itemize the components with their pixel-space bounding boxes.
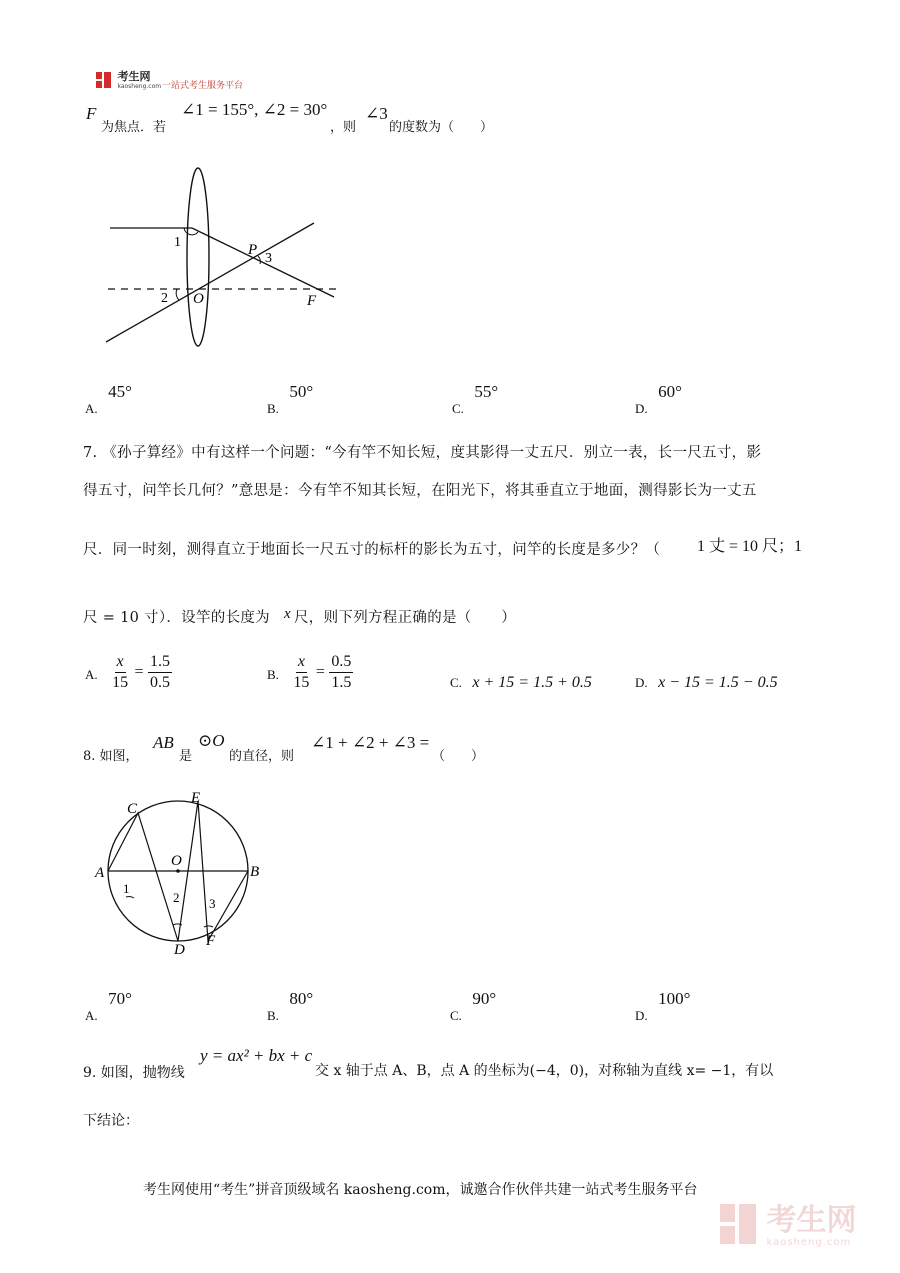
q7-option-d[interactable]	[635, 674, 778, 692]
q6-option-a[interactable]	[85, 382, 132, 416]
header-logo	[96, 72, 161, 92]
logo-subtext: kaosheng.com	[117, 83, 162, 90]
q8-text: 的直径，则	[229, 749, 295, 764]
q7-option-c[interactable]	[450, 674, 592, 692]
label-E: E	[191, 790, 201, 806]
option-value: 80°	[289, 989, 314, 1008]
q7-line1: 7. 《孙子算经》中有这样一个问题：“今有竿不知长短，度其影得一丈五尺．别立一表，长一尺五寸，影	[83, 445, 762, 461]
oblique-ray	[106, 223, 314, 342]
option-value: 55°	[474, 382, 499, 401]
option-letter: D.	[635, 1008, 648, 1023]
q6-text-c: 的度数为（ ）	[389, 120, 494, 135]
footer-text: 考生网使用“考生”拼音顶级域名 kaosheng.com，诚邀合作伙伴共建一站式考生服务平台	[143, 1182, 698, 1198]
q8-ab: AB	[153, 733, 174, 752]
q6-angle3: ∠3	[365, 104, 388, 123]
option-expr: x − 15 = 1.5 − 0.5	[658, 674, 778, 691]
q8-expr: ∠1 + ∠2 + ∠3 =	[311, 733, 430, 752]
label-1: 1	[174, 235, 181, 250]
q6-text-a: 为焦点．若	[101, 120, 167, 135]
option-letter: C.	[450, 675, 462, 690]
angle3-arc	[204, 926, 213, 927]
label-P: P	[248, 242, 258, 258]
q6-option-d[interactable]	[635, 382, 682, 416]
q7-option-b[interactable]: B. $\frac{x}{15}$ = $\frac{0.5}{1.5}$	[267, 653, 352, 691]
label-A: A	[95, 865, 105, 881]
footer-watermark	[720, 1204, 856, 1252]
q7-option-a[interactable]: A. $\frac{x}{15}$ = $\frac{1.5}{0.5}$	[85, 653, 171, 691]
q9-prefix: 9. 如图，抛物线	[83, 1065, 185, 1081]
label-2: 2	[173, 890, 180, 905]
q6-text-b: ，则	[330, 120, 357, 135]
label-2: 2	[161, 291, 168, 306]
q8-option-b[interactable]	[267, 989, 314, 1023]
option-value: 70°	[108, 989, 132, 1008]
q8-blank: （ ）	[432, 749, 485, 764]
angle1-arc	[126, 897, 134, 898]
watermark-text: 考生网	[766, 1203, 857, 1238]
option-value: 50°	[289, 382, 314, 401]
q8-is: 是	[179, 749, 193, 764]
option-letter: A.	[85, 666, 98, 682]
angle1-arc	[184, 228, 198, 235]
q7-line4-var: x	[284, 606, 291, 622]
q6-option-c[interactable]	[452, 382, 499, 416]
q7-line4b: 尺，则下列方程正确的是（ ）	[294, 610, 516, 626]
refracted-ray	[192, 228, 334, 297]
q6-focus-var: F	[86, 104, 97, 123]
label-D: D	[174, 942, 185, 958]
label-C: C	[127, 801, 138, 817]
option-letter: D.	[635, 675, 648, 690]
fraction-rhs: $\frac{1.5}{0.5}$	[150, 653, 171, 691]
label-3: 3	[265, 251, 272, 266]
q6-condition: ∠1 = 155°, ∠2 = 30°	[181, 100, 328, 119]
option-letter: B.	[267, 1008, 279, 1023]
q8-option-d[interactable]	[635, 989, 691, 1023]
center-dot	[176, 869, 180, 873]
label-B: B	[250, 864, 260, 880]
q7-line3b: 1 丈 = 10 尺；1	[697, 538, 803, 555]
fraction-rhs: $\frac{0.5}{1.5}$	[331, 653, 352, 691]
option-letter: B.	[267, 401, 279, 416]
q6-option-b[interactable]	[267, 382, 314, 416]
option-letter: B.	[267, 666, 279, 682]
option-letter: C.	[452, 401, 464, 416]
q8-circle-figure	[92, 785, 272, 960]
label-1: 1	[123, 881, 130, 896]
q6-lens-figure	[100, 160, 350, 355]
label-O: O	[171, 853, 182, 869]
angle2-arc	[176, 289, 179, 300]
q8-prefix: 8. 如图，	[83, 749, 139, 764]
option-value: 45°	[108, 382, 132, 401]
watermark-subtext: kaosheng.com	[766, 1237, 852, 1248]
label-F: F	[206, 933, 216, 949]
option-expr: x + 15 = 1.5 + 0.5	[472, 674, 592, 691]
option-value: 90°	[472, 989, 497, 1008]
q7-line2: 得五寸，问竿长几何？”意思是：今有竿不知其长短，在阳光下，将其垂直立于地面，测得影长为一丈五	[83, 483, 757, 499]
header-tagline: 一站式考生服务平台	[162, 81, 244, 91]
q7-line4a: 尺 = 10 寸）．设竿的长度为	[83, 610, 270, 626]
q8-circle-o: ⊙O	[198, 731, 225, 750]
lens-shape	[187, 168, 209, 346]
watermark-logo-icon	[720, 1204, 756, 1244]
option-letter: A.	[85, 401, 98, 416]
q8-option-c[interactable]	[450, 989, 497, 1023]
q8-option-a[interactable]	[85, 989, 132, 1023]
fraction-lhs: $\frac{x}{15}$	[112, 653, 129, 691]
option-value: 100°	[658, 989, 691, 1008]
q9-text: 交 x 轴于点 A、B，点 A 的坐标为(−4，0)，对称轴为直线 x= −1，有以	[315, 1063, 774, 1079]
logo-text: 考生网	[117, 70, 151, 83]
option-letter: A.	[85, 1008, 98, 1023]
angle2-arc	[173, 924, 182, 925]
fraction-lhs: $\frac{x}{15}$	[293, 653, 310, 691]
q9-line2: 下结论：	[83, 1113, 139, 1129]
q9-equation: y = ax² + bx + c	[200, 1046, 313, 1065]
label-O: O	[193, 291, 204, 307]
option-letter: C.	[450, 1008, 462, 1023]
q7-line3a: 尺．同一时刻，测得直立于地面长一尺五寸的标杆的影长为五寸，问竿的长度是多少？（	[83, 542, 661, 558]
label-3: 3	[209, 896, 216, 911]
logo-icon	[96, 72, 111, 88]
option-value: 60°	[658, 382, 682, 401]
option-letter: D.	[635, 401, 648, 416]
label-F: F	[307, 293, 317, 309]
